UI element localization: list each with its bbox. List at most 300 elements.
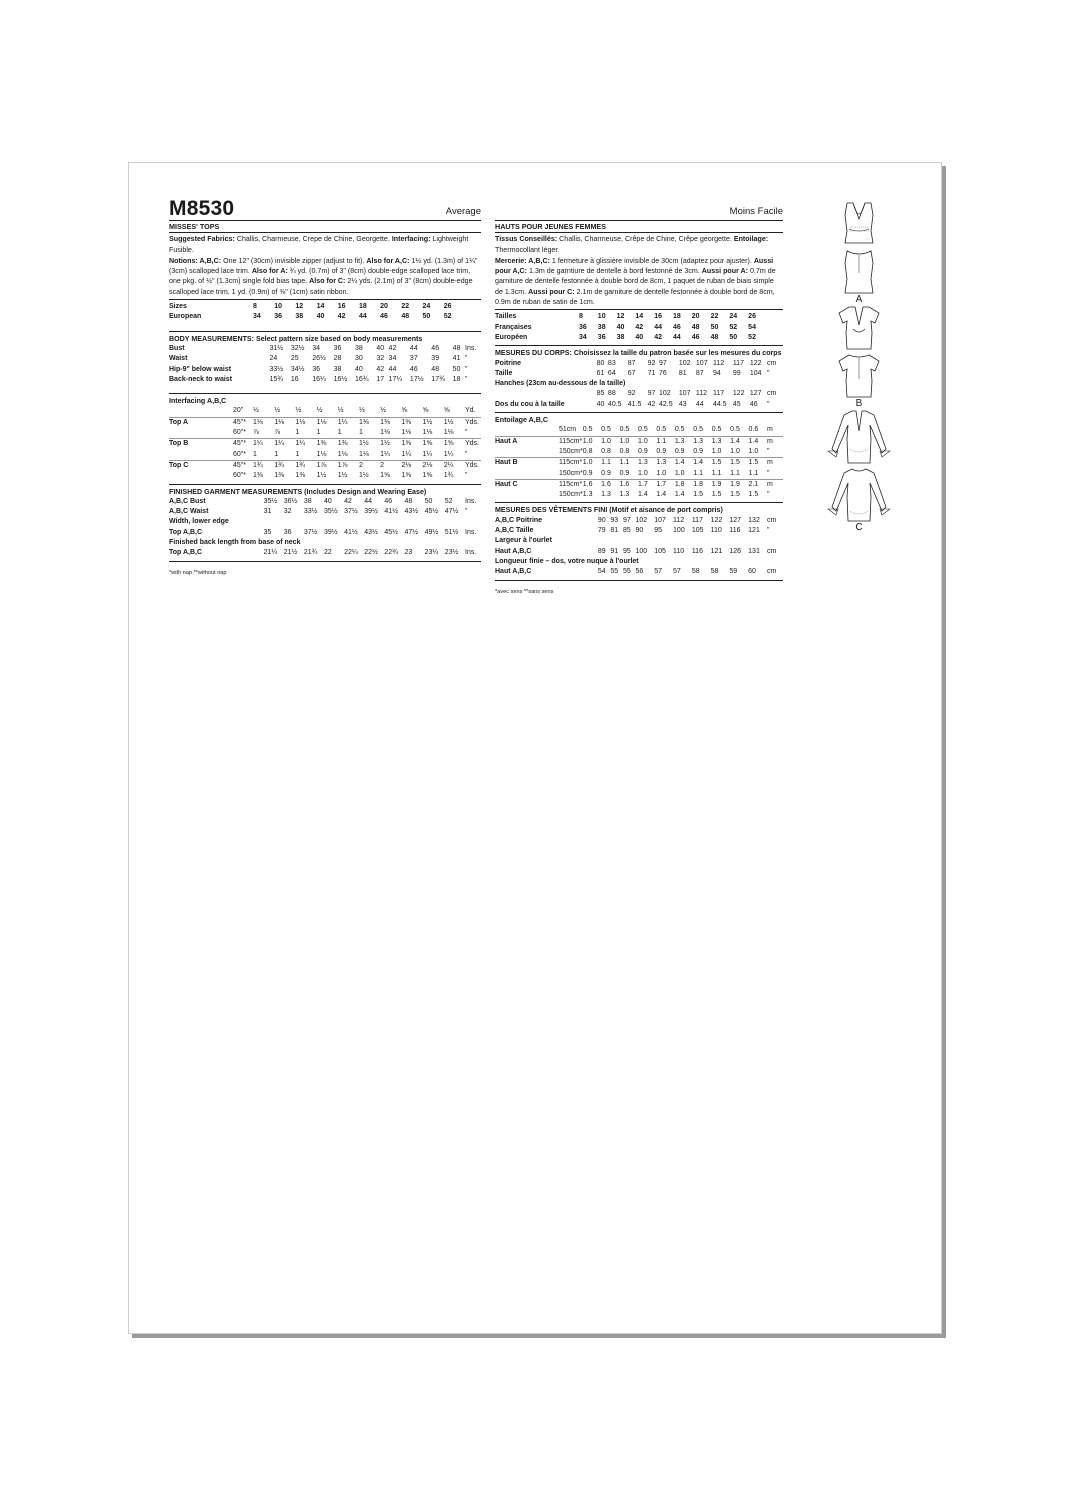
section-title: MISSES' TOPS [169, 222, 481, 233]
cell-value: 116 [691, 547, 703, 555]
cell-value: 58 [691, 568, 700, 576]
table-row [495, 490, 783, 500]
unit: Ins. [465, 549, 477, 557]
cell-value: 34 [388, 355, 397, 363]
table-row [169, 406, 481, 417]
cell-value: 1⅜ [358, 418, 369, 426]
cell-value: 1¾ [274, 461, 284, 469]
cell-value: 39½ [364, 508, 378, 516]
cell-value: 87 [695, 369, 704, 377]
cell-value: 43½ [404, 508, 419, 516]
cell-value: 1.0 [674, 469, 685, 477]
cell-value: 2.1 [748, 480, 759, 488]
size-value: 10 [274, 303, 282, 311]
cell-value: 1⅝ [443, 440, 454, 448]
unit: m [767, 437, 773, 445]
cell-value: 40.5 [607, 400, 622, 408]
table-row [495, 447, 783, 458]
cell-value: 21¾ [303, 549, 318, 557]
cell-value: 0.5 [693, 426, 703, 434]
cell-value: 121 [748, 527, 760, 535]
size-value: 38 [597, 323, 606, 331]
cell-value: 1.0 [638, 437, 648, 445]
cell-value: 1⅜ [401, 418, 412, 426]
cell-value: 38 [303, 497, 312, 505]
cell-value: 1½ [380, 440, 390, 448]
body-measurements-title-fr: MESURES DU CORPS: Choisissez la taille du patron basée sur les mesures du corps [495, 349, 782, 358]
sizes-row [495, 323, 783, 333]
french-header [495, 199, 783, 221]
cell-value: 95 [654, 527, 663, 535]
cell-value: 61 [596, 369, 605, 377]
interfacing-title-fr: Entoilage A,B,C [495, 416, 548, 425]
cell-value: 1⅜ [316, 440, 327, 448]
row-heading: Hanches (23cm au-dessous de la taille) [495, 380, 626, 388]
fabrics-paragraph: Suggested Fabrics: Challis, Charmeuse, Crepe de Chine, Georgette. Interfacing: Lightweight Fusible. [169, 235, 469, 254]
cell-value: 37½ [344, 508, 358, 516]
sizes-row [495, 312, 783, 322]
unit: cm [767, 390, 777, 398]
size-value: 40 [635, 333, 644, 341]
cell-value: 1⅝ [422, 472, 433, 480]
table-row [495, 425, 783, 436]
size-value: 52 [443, 313, 452, 321]
cell-value: 1.0 [638, 469, 648, 477]
cell-value: 1.3 [638, 459, 648, 467]
cell-value: 97 [647, 390, 656, 398]
row-label: A,B,C Taille [495, 527, 534, 535]
cell-value: 71 [647, 369, 656, 377]
cell-value: 1⅜ [295, 472, 306, 480]
row-label [169, 471, 233, 481]
cell-value: 1¼ [443, 450, 454, 458]
width-label: 115cm* [559, 437, 583, 445]
cell-value: 37 [409, 355, 418, 363]
cell-value: 97 [622, 516, 631, 524]
table-row [495, 547, 783, 557]
section-title-fr: HAUTS POUR JEUNES FEMMES [495, 222, 783, 233]
cell-value: 1⅛ [337, 450, 348, 458]
size-value: 16 [337, 303, 346, 311]
row-label: Back-neck to waist [169, 375, 233, 383]
english-column [169, 199, 481, 578]
table-row [169, 528, 481, 538]
table-row [169, 471, 481, 481]
size-value: 50 [422, 313, 431, 321]
row-heading: Finished back length from base of neck [169, 539, 301, 547]
english-header [169, 199, 481, 221]
cell-value: 107 [678, 390, 691, 398]
size-value: 48 [710, 333, 719, 341]
cell-value: 1.3 [674, 437, 685, 445]
cell-value: 1.1 [748, 469, 759, 477]
cell-value: 0.5 [674, 426, 685, 434]
cell-value: 23 [404, 549, 413, 557]
cell-value: 50 [452, 365, 461, 373]
cell-value: 40 [354, 365, 363, 373]
spacer [559, 312, 579, 322]
size-value: 46 [691, 333, 700, 341]
cell-value: 104 [749, 369, 762, 377]
spacer [559, 323, 579, 333]
cell-value: 107 [695, 359, 708, 367]
cell-value: 1⅛ [422, 429, 433, 437]
width-label: 150cm* [559, 491, 583, 499]
cell-value: 1 [358, 429, 363, 437]
sizes-row [169, 312, 481, 322]
table-row [169, 428, 481, 439]
size-value: 40 [616, 323, 625, 331]
row-label: Dos du cou à la taille [495, 400, 565, 408]
cell-value: 1.1 [601, 459, 611, 467]
sketch-top-c-front [824, 409, 894, 465]
cell-value: 131 [748, 547, 760, 555]
cell-value: 117 [732, 359, 744, 367]
finished-measurements-title-fr: MESURES DES VÊTEMENTS FINI (Motif et aisance de port compris) [495, 506, 723, 515]
cell-value: ½ [316, 407, 323, 415]
cell-value: 32 [283, 508, 292, 516]
cell-value: 23½ [444, 549, 459, 557]
cell-value: 1.0 [582, 459, 593, 467]
cell-value: 0.8 [601, 447, 611, 455]
cell-value: ½ [274, 407, 281, 415]
cell-value: 2¼ [443, 461, 454, 469]
cell-value: 1.9 [730, 480, 740, 488]
finished-measurements-table-fr [495, 516, 783, 578]
width-label: 150cm* [559, 447, 583, 455]
table-row [495, 389, 783, 399]
cell-value: 85 [596, 390, 605, 398]
unit [767, 312, 783, 322]
cell-value: 1.3 [582, 491, 593, 499]
width-label: 20" [233, 407, 244, 415]
cell-value: 127 [749, 390, 762, 398]
unit [465, 312, 481, 322]
size-value: 36 [579, 323, 587, 331]
size-value: 26 [748, 313, 756, 321]
sketch-top-b-back [835, 353, 883, 399]
cell-value: 0.5 [638, 426, 648, 434]
finished-measurements-title: FINISHED GARMENT MEASUREMENTS (Includes Design and Wearing Ease) [169, 487, 427, 496]
sketch-label-c: C [855, 522, 863, 533]
cell-value: 1.6 [582, 480, 593, 488]
cell-value: 42 [344, 497, 352, 505]
cell-value: 50 [424, 497, 433, 505]
cell-value: 44 [695, 400, 704, 408]
size-value: 52 [748, 333, 756, 341]
cell-value: 43½ [364, 528, 378, 536]
row-label: Européen [495, 333, 528, 341]
unit: Ins. [465, 497, 477, 505]
cell-value: 1.1 [693, 469, 703, 477]
table-row [169, 354, 481, 364]
cell-value: 42 [647, 400, 656, 408]
body-measurements-title: BODY MEASUREMENTS: Select pattern size based on body measurements [169, 334, 423, 343]
cell-value: 0.8 [619, 447, 630, 455]
row-label: Top C [169, 461, 189, 469]
row-label [169, 428, 233, 439]
cell-value: 105 [691, 527, 704, 535]
cell-value: 1.5 [730, 491, 740, 499]
cell-value: 1¼ [253, 440, 263, 448]
cell-value: 23¼ [424, 549, 439, 557]
cell-value: 1⅝ [380, 472, 390, 480]
cell-value: 17½ [409, 375, 424, 383]
cell-value: 1.5 [748, 459, 759, 467]
cell-value: 127 [729, 516, 742, 524]
unit: Yds. [465, 418, 480, 426]
row-label: Haut A,B,C [495, 547, 532, 555]
cell-value: 0.9 [601, 469, 611, 477]
cell-value: ½ [337, 407, 344, 415]
cell-value: 32 [376, 355, 385, 363]
row-label: Tailles [495, 313, 517, 321]
width-label: 45"* [233, 461, 246, 469]
cell-value: 83 [607, 359, 616, 367]
cell-value: 33½ [303, 508, 318, 516]
cell-value: 17 [376, 375, 385, 383]
cell-value: 107 [654, 516, 666, 524]
table-row [495, 400, 783, 410]
cell-value: 0.5 [730, 426, 740, 434]
row-label [495, 425, 559, 436]
cell-value: 48 [431, 365, 440, 373]
cell-value: ⅝ [422, 407, 429, 415]
cell-value: 100 [673, 527, 685, 535]
cell-value: 1⅛ [316, 450, 327, 458]
cell-value: 1.0 [748, 447, 759, 455]
spacer [233, 302, 253, 312]
row-label [495, 447, 559, 458]
cell-value: 60 [748, 568, 756, 576]
size-value: 42 [337, 313, 346, 321]
cell-value: 1⅞ [316, 461, 327, 469]
cell-value: 1.7 [656, 480, 667, 488]
cell-value: ⅝ [401, 407, 408, 415]
cell-value: 1⅜ [253, 472, 263, 480]
cell-value: 122 [749, 359, 762, 367]
cell-value: 1 [316, 429, 321, 437]
row-label: Top B [169, 440, 189, 448]
cell-value: 1.0 [656, 469, 667, 477]
cell-value: 17¾ [431, 375, 445, 383]
cell-value: 1⅜ [380, 418, 390, 426]
cell-value: ½ [380, 407, 386, 415]
row-label [495, 469, 559, 480]
cell-value: 1.5 [711, 491, 722, 499]
cell-value: 1.8 [693, 480, 703, 488]
cell-value: 1½ [358, 472, 369, 480]
cell-value: 132 [748, 516, 760, 524]
row-label: Bust [169, 344, 185, 352]
cell-value: 110 [673, 547, 685, 555]
cell-value: 58 [710, 568, 719, 576]
cell-value: 102 [678, 359, 691, 367]
cell-value: 102 [659, 390, 671, 398]
cell-value: 89 [597, 547, 606, 555]
cell-value: 22¾ [384, 549, 398, 557]
cell-value: 41.5 [627, 400, 642, 408]
cell-value: 1.5 [693, 491, 703, 499]
cell-value: 41½ [384, 508, 398, 516]
size-value: 20 [380, 303, 388, 311]
cell-value: 1¾ [295, 461, 306, 469]
width-label: 115cm* [559, 459, 583, 467]
sizes-row [495, 333, 783, 343]
cell-value: 26½ [312, 355, 326, 363]
table-row [495, 516, 783, 526]
cell-value: 0.8 [582, 447, 593, 455]
cell-value: 0.9 [693, 447, 703, 455]
row-label: European [169, 313, 202, 321]
size-value: 48 [401, 313, 410, 321]
width-label: 60"* [233, 429, 246, 437]
cell-value: 39½ [323, 528, 338, 536]
cell-value: 54 [597, 568, 606, 576]
unit: " [465, 365, 468, 373]
unit [767, 323, 783, 333]
row-label [169, 450, 233, 461]
cell-value: 55 [622, 568, 631, 576]
size-value: 36 [274, 313, 282, 321]
cell-value: 81 [678, 369, 687, 377]
cell-value: 1¾ [443, 472, 454, 480]
fabrics-paragraph-fr: Tissus Conseillés: Challis, Charmeuse, Crêpe de Chine, Crêpe georgette. Entoilage: Thermocollant léger. [495, 235, 769, 254]
table-row [495, 359, 783, 369]
cell-value: 41½ [344, 528, 358, 536]
row-label: A,B,C Poitrine [495, 516, 543, 524]
cell-value: 1.3 [693, 437, 703, 445]
unit: " [465, 472, 468, 480]
cell-value: 45½ [424, 508, 439, 516]
unit: " [465, 508, 468, 516]
cell-value: 16¾ [354, 375, 369, 383]
cell-value: 2 [358, 461, 363, 469]
cell-value: 47½ [444, 508, 459, 516]
cell-value: 2 [380, 461, 385, 469]
cell-value: 110 [710, 527, 722, 535]
size-value: 24 [422, 303, 431, 311]
size-value: 10 [597, 313, 606, 321]
finished-measurements-table [169, 497, 481, 559]
row-label: Top A,B,C [169, 549, 203, 557]
cell-value: 1.0 [619, 437, 630, 445]
unit: " [465, 375, 468, 383]
cell-value: 1⅛ [443, 429, 454, 437]
cell-value: 1½ [443, 418, 454, 426]
unit: " [767, 527, 770, 535]
sizes-table-fr [495, 312, 783, 343]
cell-value: 1.5 [711, 459, 722, 467]
footnote-fr: *avec sens **sans sens [495, 588, 554, 595]
cell-value: 46 [409, 365, 418, 373]
footnote: *with nap **without nap [169, 569, 227, 576]
cell-value: 79 [597, 527, 606, 535]
size-value: 48 [691, 323, 700, 331]
table-row [169, 507, 481, 517]
cell-value: 30 [354, 355, 363, 363]
cell-value: 39 [431, 355, 440, 363]
cell-value: 1¾ [253, 461, 263, 469]
cell-value: 1 [337, 429, 342, 437]
width-label: 45"* [233, 418, 246, 426]
row-label [495, 389, 597, 399]
cell-value: ⅞ [274, 429, 281, 437]
cell-value: 1⅛ [316, 418, 327, 426]
cell-value: 1.4 [730, 437, 740, 445]
cell-value: 1.3 [619, 491, 630, 499]
cell-value: 95 [622, 547, 631, 555]
unit: cm [767, 359, 777, 367]
cell-value: 40 [323, 497, 332, 505]
body-measurements-table-fr [495, 359, 783, 410]
cell-value: 80 [596, 359, 605, 367]
cell-value: 0.6 [748, 426, 759, 434]
cell-value: 1⅛ [253, 418, 263, 426]
cell-value: 1⅝ [401, 472, 412, 480]
unit: " [465, 450, 468, 458]
cell-value: 28 [333, 355, 342, 363]
cell-value: 43 [678, 400, 687, 408]
cell-value: 1½ [422, 418, 433, 426]
cell-value: 15¾ [269, 375, 284, 383]
cell-value: 116 [729, 527, 741, 535]
cell-value: 0.5 [711, 426, 722, 434]
cell-value: ⅝ [443, 407, 450, 415]
row-label: Taille [495, 369, 513, 377]
cell-value: 1¼ [274, 440, 284, 448]
unit: " [767, 369, 770, 377]
cell-value: 1¼ [422, 450, 433, 458]
cell-value: 1.5 [748, 491, 759, 499]
unit: " [767, 400, 770, 408]
cell-value: ⅞ [253, 429, 259, 437]
size-value: 12 [295, 303, 304, 311]
cell-value: 1½ [316, 472, 327, 480]
row-label: Haut A [495, 437, 518, 445]
cell-value: 35 [263, 528, 272, 536]
cell-value: 0.9 [582, 469, 593, 477]
sizes-row [169, 302, 481, 312]
unit: " [465, 355, 468, 363]
cell-value: 38 [354, 344, 363, 352]
cell-value: 94 [712, 369, 721, 377]
cell-value: 38 [333, 365, 342, 373]
unit: m [767, 426, 773, 434]
sketch-label-b: B [855, 398, 863, 409]
table-row [169, 538, 481, 548]
cell-value: 1.9 [711, 480, 722, 488]
cell-value: 46 [749, 400, 758, 408]
cell-value: 0.9 [656, 447, 667, 455]
spacer [233, 312, 253, 322]
cell-value: 126 [729, 547, 742, 555]
cell-value: 1.0 [582, 437, 593, 445]
row-label: Haut A,B,C [495, 568, 532, 576]
table-row [169, 450, 481, 461]
cell-value: 48 [452, 344, 461, 352]
cell-value: 34½ [290, 365, 305, 373]
unit: " [465, 429, 468, 437]
cell-value: 1.3 [711, 437, 722, 445]
difficulty-level-fr: Moins Facile [729, 206, 783, 217]
cell-value: ½ [253, 407, 259, 415]
cell-value: 1.4 [674, 459, 685, 467]
unit: Ins. [465, 344, 477, 352]
cell-value: 21¼ [263, 549, 278, 557]
size-value: 36 [597, 333, 606, 341]
cell-value: 47½ [404, 528, 419, 536]
